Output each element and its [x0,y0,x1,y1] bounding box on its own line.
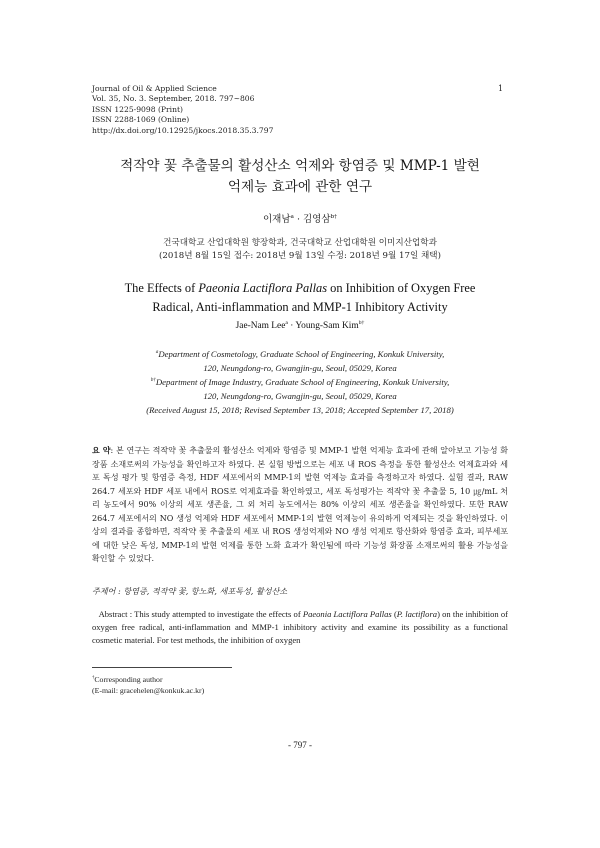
korean-title-line2: 억제능 효과에 관한 연구 [227,179,373,195]
korean-author1-sup: a [290,213,294,220]
page-number-top: 1 [498,84,504,93]
korean-authors [60,211,540,225]
page-footer-number: - 797 - [288,740,312,750]
english-abstract [92,608,508,648]
english-title-species: Paeonia Lactiflora Pallas [198,281,328,295]
affil-b-line2: 120, Neungdong-ro, Gwangjin-gu, Seoul, 05029, Korea [203,391,397,401]
english-title-pre: The Effects of [124,281,199,295]
affil-b-line1: Department of Image Industry, Graduate School of Engineering, Konkuk University, [155,377,450,387]
english-authors [60,321,540,331]
english-abstract-species: Paeonia Lactiflora Pallas [302,609,392,619]
journal-info [92,84,392,136]
english-abstract-part1: : This study attempted to investigate the effects of [127,609,303,619]
korean-author-separator: · [293,214,303,225]
english-title [60,279,540,316]
korean-affiliation-text: 건국대학교 산업대학원 향장학과, 건국대학교 산업대학원 이미지산업학과 [163,238,437,248]
korean-title [60,156,540,198]
korean-abstract-text: : 본 연구는 적작약 꽃 추출물의 활성산소 억제와 항염증 및 MMP-1 발현 억제능 효과에 관해 알아보고 기능성 화장품 소재로써의 가능성을 확인하고자 하였다. 본 실험 방법으로는 세포 내 ROS 측정을 통한 활성산소 억제효과와 세포 독성 평가 및 항염증 측정, HDF 세포에서의 MMP-1의 발현 억제능 효과를 측정하고자 하였다. 실험 결과, RAW 264.7 세포와 HDF 세포 내에서 ROS로 억제효과를 확인하였고, 세포 독성평가는 적작약 꽃 추출물 5, 10 ㎍/mL 처리 농도에서 90% 이상의 세포 생존율, 그 외 처리 농도에서는 80% 이상의 세포 생존율을 확인하였다. 또한 RAW 264.7 세포에서의 NO 생성 억제와 HDF 세포에서 MMP-1의 발현 억제능이 유의하게 억제되는 것을 확인하였다. 이상의 결과를 종합하면, 적작약 꽃 추출물의 세포 내 ROS 생성억제와 NO 생성 억제로 항산화와 항염증 효과, 피부세포에 대한 낮은 독성, MMP-1의 발현 억제를 통한 노화 효과가 확인됨에 따라 기능성 화장품 소재로써의 활용 가능성을 확인할 수 있었다. [92,446,508,563]
english-abstract-abbrev: P. lactiflora [396,609,438,619]
doi-link[interactable]: http://dx.doi.org/10.12925/jkocs.2018.35.3.797 [92,125,274,135]
received-dates: (Received August 15, 2018; Revised September 13, 2018; Accepted September 17, 2018) [146,405,454,415]
journal-name: Journal of Oil & Applied Science [92,84,217,93]
korean-title-line1: 적작약 꽃 추출물의 활성산소 억제와 항염증 및 MMP-1 발현 [120,158,480,174]
english-abstract-part3: ) on the inhibition of oxygen free radical, anti-inflammation and MMP-1 inhibitory activity and examine its possibility as a functional cosmetic material. For test methods, the inhibition of oxygen [92,609,508,646]
footnote [92,674,204,697]
footnote-email[interactable]: (E-mail: gracehelen@konkuk.ac.kr) [92,686,205,696]
english-author2-sup: b† [358,319,365,326]
english-abstract-part2: ( [391,609,397,619]
korean-dates: (2018년 8월 15일 접수: 2018년 9월 13일 수정: 2018년 9월 17일 채택) [159,251,441,261]
affil-a-line1: Department of Cosmetology, Graduate School of Engineering, Konkuk University, [158,349,445,359]
journal-volume: Vol. 35, No. 3. September, 2018. 797~806 [92,94,255,104]
korean-affiliation [60,237,540,263]
english-author1: Jae-Nam Lee [235,321,286,331]
english-title-post: on Inhibition of Oxygen Free [327,281,476,295]
english-abstract-label: Abstract [98,609,128,619]
korean-author1: 이재남 [262,214,291,225]
english-author1-sup: a [285,319,288,326]
affil-b-sup: b† [150,377,156,384]
issn-print: ISSN 1225-9098 (Print) [92,104,183,114]
korean-abstract-label: 요 약 [92,445,111,455]
korean-abstract [92,444,508,566]
english-author2: Young-Sam Kim [295,321,359,331]
affil-a-line2: 120, Neungdong-ro, Gwangjin-gu, Seoul, 05029, Korea [203,363,397,373]
footnote-label: Corresponding author [94,675,163,684]
korean-author2-sup: b† [330,213,338,220]
footnote-mark: † [92,675,95,681]
english-title-line2: Radical, Anti-inflammation and MMP-1 Inhibitory Activity [152,299,448,314]
korean-keywords: 주제어 : 항염증, 적작약 꽃, 항노화, 세포독성, 활성산소 [92,586,288,596]
affil-a-sup: a [155,349,159,356]
footnote-divider [92,667,232,668]
english-affiliations [60,347,540,417]
english-author-separator: · [287,321,296,331]
korean-author2: 김영삼 [302,214,331,225]
issn-online: ISSN 2288-1069 (Online) [92,115,190,125]
